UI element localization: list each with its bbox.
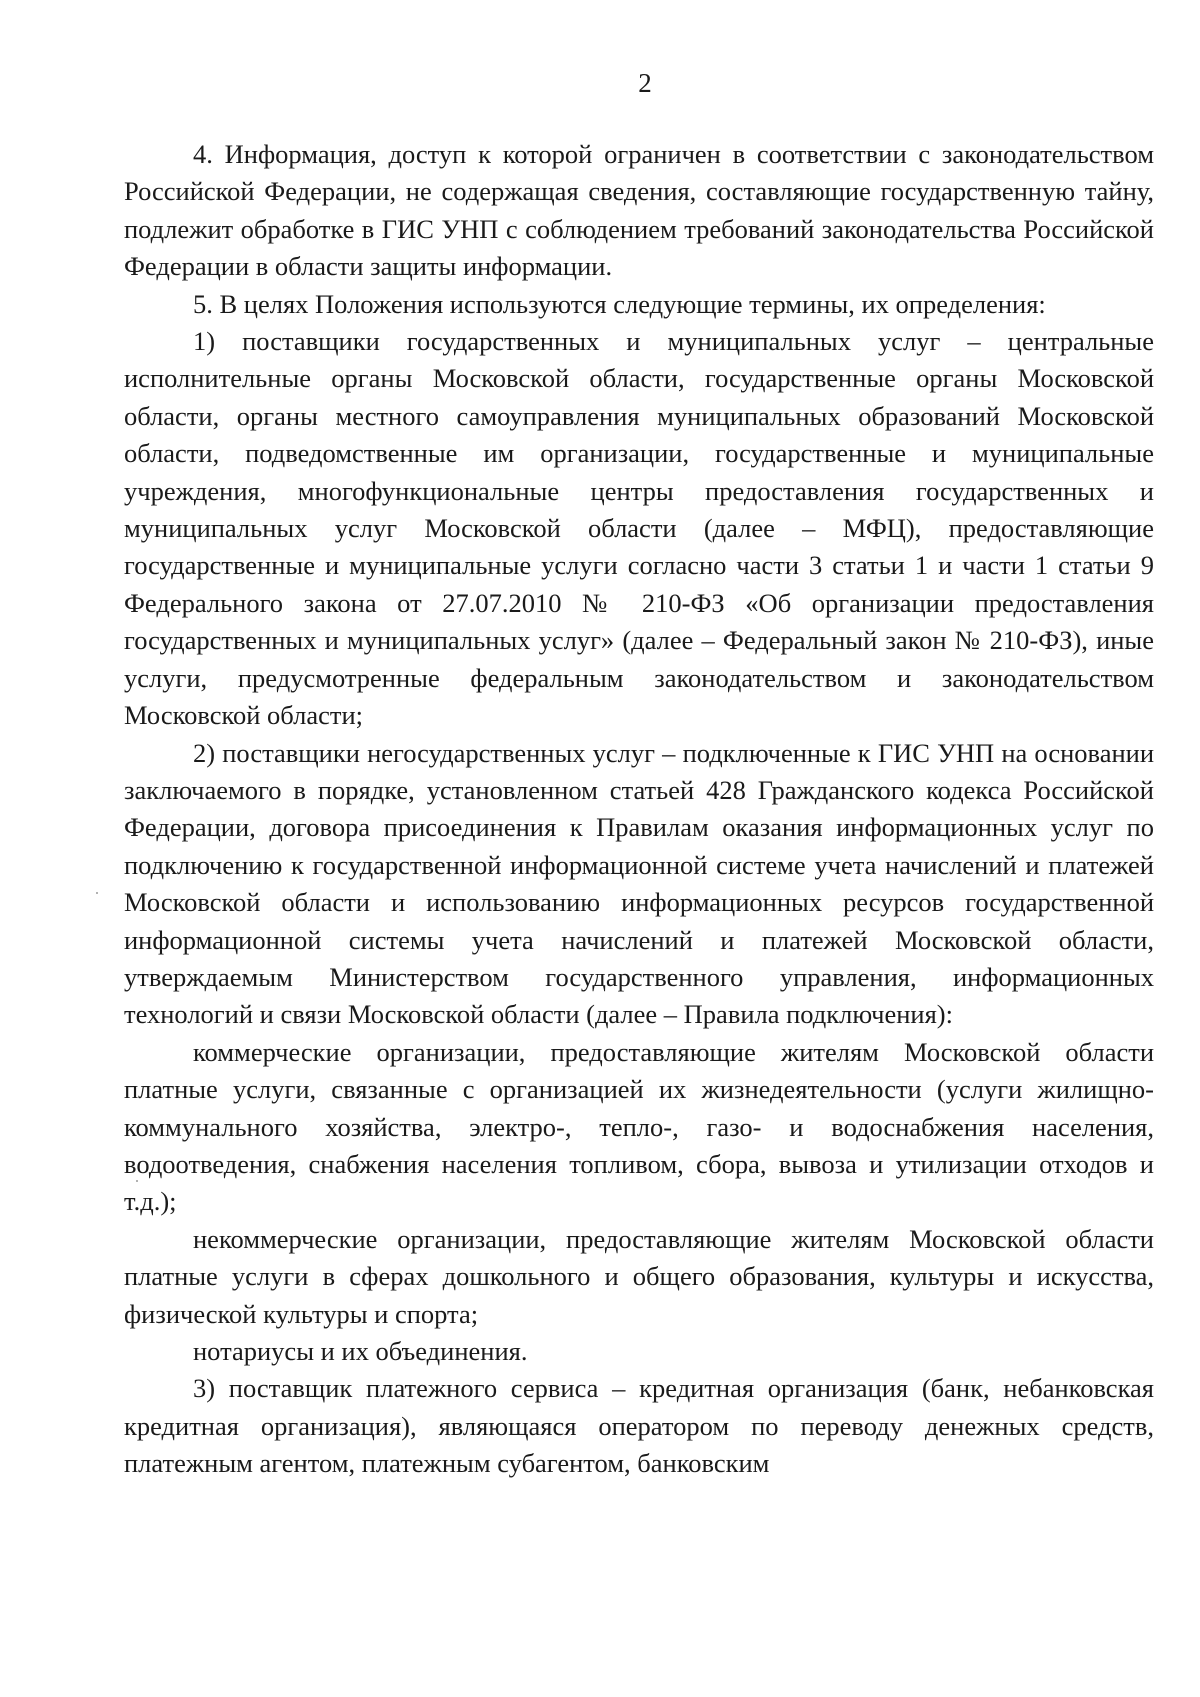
document-body	[124, 136, 1154, 1483]
paragraph-term-1-state-municipal-providers: 1) поставщики государственных и муниципальных услуг – центральные исполнительные органы Московской области, государственные органы Московской области, органы местного самоуправления муниципальных образований Московской области, подведомственные им организации, государственные и муниципальные учреждения, многофункциональные центры предоставления государственных и муниципальных услуг Московской области (далее – МФЦ), предоставляющие государственные и муниципальные услуги согласно части 3 статьи 1 и части 1 статьи 9 Федерального закона от 27.07.2010 № 210-ФЗ «Об организации предоставления государственных и муниципальных услуг» (далее – Федеральный закон № 210-ФЗ), иные услуги, предусмотренные федеральным законодательством и законодательством Московской области;	[124, 326, 1154, 731]
paragraph-4-info-access: 4. Информация, доступ к которой ограничен в соответствии с законодательством Российской Федерации, не содержащая сведения, составляющие государственную тайну, подлежит обработке в ГИС УНП с соблюдением требований законодательства Российской Федерации в области защиты информации.	[124, 139, 1154, 282]
page-number: 2	[638, 68, 652, 98]
paragraph-notaries: нотариусы и их объединения.	[193, 1336, 528, 1366]
paragraph-5-terms-intro: 5. В целях Положения используются следующие термины, их определения:	[193, 288, 1046, 319]
scan-speck	[136, 1180, 138, 1182]
scan-speck	[96, 892, 98, 894]
paragraph-term-3-payment-service-provider: 3) поставщик платежного сервиса – кредитная организация (банк, небанковская кредитная организация), являющаяся оператором по переводу денежных средств, платежным агентом, платежным субагентом, банковским	[124, 1373, 1154, 1479]
paragraph-commercial-organizations: коммерческие организации, предоставляющие жителям Московской области платные услуги, связанные с организацией их жизнедеятельности (услуги жилищно-коммунального хозяйства, электро-, тепло-, газо- и водоснабжения населения, водоотведения, снабжения населения топливом, сбора, вывоза и утилизации отходов и т.д.);	[124, 1036, 1154, 1217]
paragraph-non-commercial-organizations: некоммерческие организации, предоставляющие жителям Московской области платные услуги в сферах дошкольного и общего образования, культуры и искусства, физической культуры и спорта;	[124, 1223, 1154, 1329]
paragraph-term-2-non-state-providers: 2) поставщики негосударственных услуг – подключенные к ГИС УНП на основании заключаемого в порядке, установленном статьей 428 Гражданского кодекса Российской Федерации, договора присоединения к Правилам оказания информационных услуг по подключению к государственной информационной системе учета начислений и платежей Московской области и использованию информационных ресурсов государственной информационной системы учета начислений и платежей Московской области, утверждаемым Министерством государственного управления, информационных технологий и связи Московской области (далее – Правила подключения):	[124, 737, 1154, 1030]
